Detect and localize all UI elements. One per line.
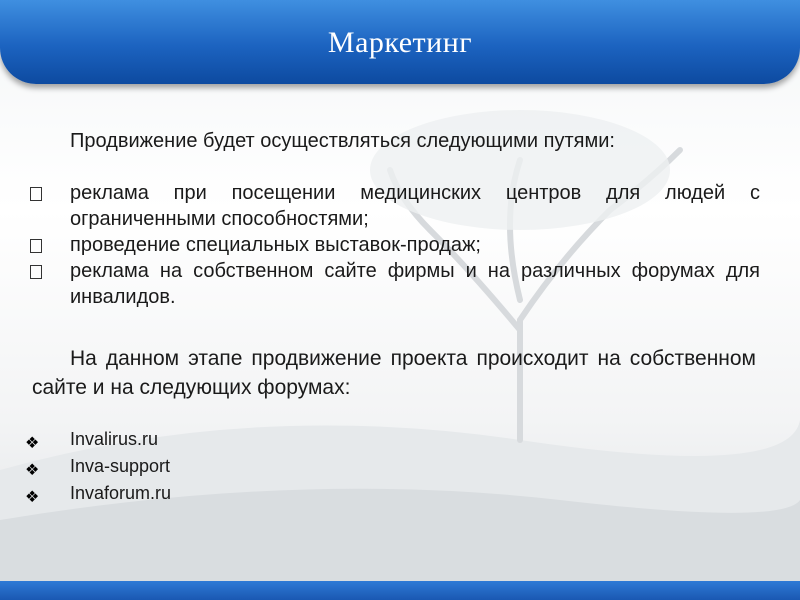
missing-glyph-box-icon	[30, 239, 42, 253]
list-item	[30, 258, 760, 310]
forums-list	[25, 426, 425, 507]
list-item	[30, 232, 760, 258]
list-item-text: реклама на собственном сайте фирмы и на различных форумах для инвалидов.	[70, 260, 760, 308]
forum-name: Invaforum.ru	[70, 483, 172, 503]
list-item	[30, 180, 760, 232]
intro-text: Продвижение будет осуществляться следующими путями:	[70, 130, 615, 152]
diamond-dots-icon: ❖	[25, 489, 40, 506]
forum-name: Inva-support	[70, 456, 171, 476]
list-item	[25, 426, 425, 453]
current-stage-paragraph: На данном этапе продвижение проекта происходит на собственном сайте и на следующих форумах:	[32, 347, 756, 399]
diamond-dots-icon: ❖	[25, 435, 40, 452]
list-item	[25, 480, 425, 507]
diamond-dots-icon: ❖	[25, 462, 40, 479]
list-item-text: проведение специальных выставок-продаж;	[70, 234, 481, 256]
promotion-ways-list	[30, 180, 760, 310]
forum-name: Invalirus.ru	[70, 429, 159, 449]
bottom-bar	[0, 581, 800, 600]
missing-glyph-box-icon	[30, 265, 42, 279]
list-item	[25, 453, 425, 480]
list-item-text: реклама при посещении медицинских центров для людей с ограниченными способностями;	[70, 182, 760, 230]
slide-title: Маркетинг	[327, 26, 473, 59]
missing-glyph-box-icon	[30, 187, 42, 201]
